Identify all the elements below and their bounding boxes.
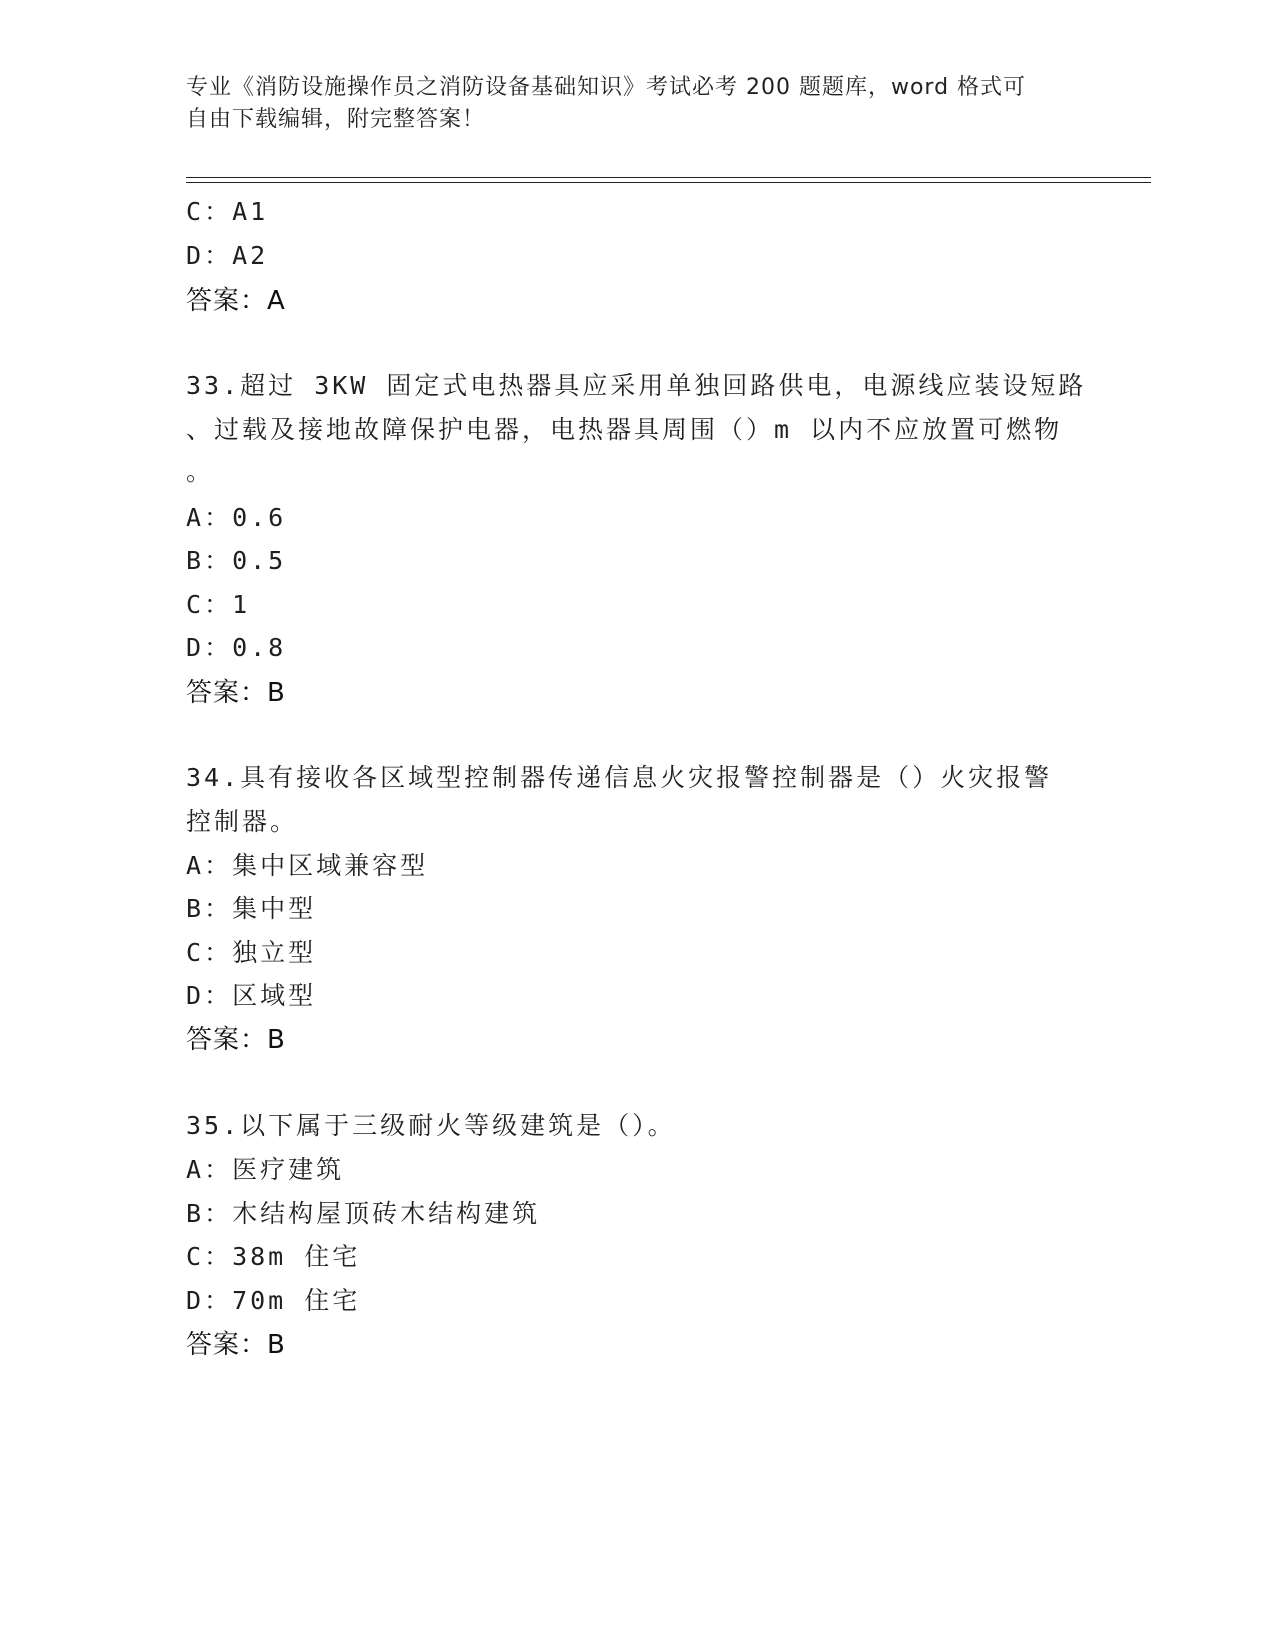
question-33-stem-line-3: 。: [186, 457, 215, 486]
option-c: C：A1: [186, 197, 269, 226]
question-33-option-b: B：0.5: [186, 546, 287, 575]
question-33-option-d: D：0.8: [186, 633, 287, 662]
question-33-option-c: C：1: [186, 590, 251, 619]
question-34-answer: 答案：B: [186, 1025, 286, 1055]
question-35-option-d: D：70m 住宅: [186, 1286, 361, 1315]
document-header: [186, 72, 1066, 136]
header-line-2: 自由下载编辑，附完整答案！: [186, 107, 486, 132]
question-34-option-a: A：集中区域兼容型: [186, 851, 429, 880]
question-34-stem-line-2: 控制器。: [186, 807, 299, 836]
question-34-option-b: B：集中型: [186, 894, 317, 923]
question-34-option-c: C：独立型: [186, 938, 317, 967]
header-line-1: 专业《消防设施操作员之消防设备基础知识》考试必考 200 题题库，word 格式可: [186, 75, 1027, 100]
question-35-answer: 答案：B: [186, 1330, 286, 1360]
question-33-answer: 答案：B: [186, 678, 286, 708]
question-33-option-a: A：0.6: [186, 503, 287, 532]
question-35-option-b: B：木结构屋顶砖木结构建筑: [186, 1199, 541, 1228]
question-35-option-c: C：38m 住宅: [186, 1242, 361, 1271]
header-rule-top: [186, 177, 1151, 178]
question-34-option-d: D：区域型: [186, 981, 317, 1010]
option-d: D：A2: [186, 241, 269, 270]
question-33-stem-line-2: 、过载及接地故障保护电器，电热器具周围（）m 以内不应放置可燃物: [186, 415, 1063, 444]
question-34-stem-line-1: 34.具有接收各区域型控制器传递信息火灾报警控制器是（）火灾报警: [186, 763, 1053, 792]
question-35-stem-line-1: 35.以下属于三级耐火等级建筑是（）。: [186, 1111, 676, 1140]
header-rule-bottom: [186, 182, 1151, 183]
question-33-stem-line-1: 33.超过 3KW 固定式电热器具应采用单独回路供电，电源线应装设短路: [186, 371, 1087, 400]
question-35-option-a: A：医疗建筑: [186, 1155, 345, 1184]
answer-line: 答案：A: [186, 286, 286, 316]
